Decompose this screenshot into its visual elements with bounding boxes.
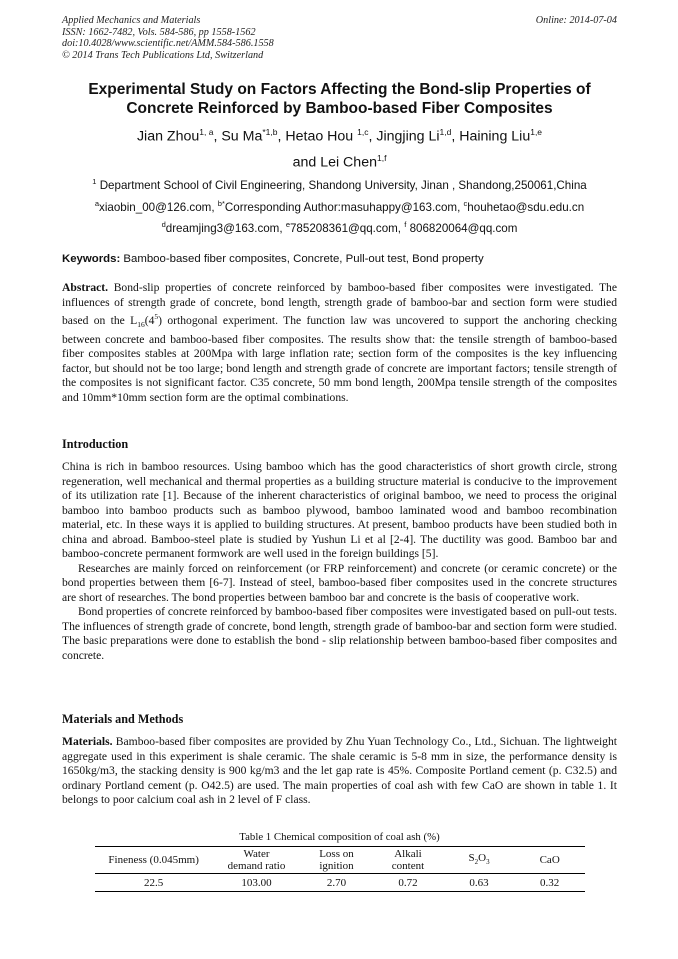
paragraph: Bond properties of concrete reinforced by bamboo-based fiber composites were investigated based on pull-out tests. The influences of strength grade of concrete, bond length, strength grade of bamboo-bar and section form were studied. The basic preparations were done to establish the bond - slip relationship between bamboo-based fiber composites and concrete. [62, 605, 617, 662]
paragraph: Researches are mainly forced on reinforcement (or FRP reinforcement) and concrete (or ceramic concrete) or the bond properties between them [6-7]. Instead of steel, bamboo-based fiber composites used in the concrete structures are short of researches. The bond properties between bamboo bar and concrete is the basis of cooperative work. [62, 561, 617, 604]
affiliation: $^1$ Department School of Civil Engineering, Shandong University, Jinan , Shandong,250061,China [92, 177, 587, 192]
online-date: Online: 2014-07-04 [535, 15, 617, 26]
table-cell: 103.00 [212, 874, 300, 892]
table-cell: 0.63 [444, 874, 515, 892]
table-cell: 22.5 [95, 874, 212, 892]
column-header: Alkali content [372, 847, 443, 874]
issn: ISSN: 1662-7482, Vols. 584-586, pp 1558-1562 [62, 26, 256, 38]
methods-body: Materials. Bamboo-based fiber composites are provided by Zhu Yuan Technology Co., Ltd., Sichuan. The lightweight aggregate used in this experiment is shale ceramic. The shale ceramic is 5-8 mm in size, the performance density is 1650kg/m3, the stacking density is 900 kg/m3 and the let gap rate is 45%. Composite Portland cement (p. C32.5) and ordinary Portland cement (p. O42.5) are used. The main properties of coal ash with few CaO are shown in table 1. It belongs to poor calcium coal ash in 2 level of F class. [62, 735, 618, 806]
author-list: Jian Zhou$^{1, a}$, Su Ma$^{*1,b}$, Hetao Hou $^{1,c}$, Jingjing Li$^{1,d}$, Haining Liu$^{1,e}$ [136, 127, 543, 145]
section-heading-introduction: Introduction [62, 437, 129, 451]
journal-header [62, 15, 617, 61]
author-name: Jingjing Li [376, 128, 440, 145]
author-affil-mark: 1, a [199, 127, 214, 137]
author-affil-mark: *1,b [262, 127, 278, 137]
abstract: Abstract. Bond-slip properties of concrete reinforced by bamboo-based fiber composites were investigated. The influences of strength grade of concrete, bond length, strength grade of bamboo-bar and section form were studied based on the $L_{16}(4^5)$ orthogonal experiment. The function law was uncovered to support the anchoring checking between concrete and bamboo-based fiber composites. The results show that: the tensile strength of bamboo-based fiber composites stables at 200Mpa with large inflation rate; section form of the composites is the key influencing factor, but should not be too large; bond length and strength grade of concrete are important factors; tensile strength of the composites is not significant factor. C35 concrete, 50 mm bond length, 200Mpa tensile strength of the composites and 10mm*10mm section form are the optimal combinations. [62, 281, 618, 404]
abstract-label: Abstract. [62, 281, 109, 294]
copyright: © 2014 Trans Tech Publications Ltd, Switzerland [62, 49, 264, 61]
section-heading-methods: Materials and Methods [62, 712, 184, 726]
email-a: xiaobin_00@126.com, [99, 200, 215, 214]
keywords [62, 252, 617, 266]
author-name: Hetao Hou [285, 128, 354, 145]
author-name: Haining Liu [459, 128, 531, 145]
emails-line-1: $^a$xiaobin_00@126.com, $^{b*}$Corresponding Author:masuhappy@163.com, $^c$houhetao@sdu.edu.cn [94, 199, 585, 214]
journal-name: Applied Mechanics and Materials [62, 15, 201, 26]
keywords-text: Bamboo-based fiber composites, Concrete, Pull-out test, Bond property [123, 253, 484, 265]
table-row [95, 874, 585, 892]
email-d: dreamjing3@163.com, [165, 221, 283, 235]
column-header: Water demand ratio [212, 847, 300, 874]
paragraph: China is rich in bamboo resources. Using bamboo which has the good characteristics of short growth circle, strong regeneration, well mechanical and thermal properties as a building structure material is conducive to the improvement of its utilization rate [1]. Because of the inherent characteristics of original bamboo, we need to process the original bamboo into bamboo products such as bamboo plywood, bamboo laminated wood and bamboo recombination material, etc. In these ways it is applied to building structures. At present, bamboo products have been studied both in china and abroad. Bamboo-steel plate is studied by Yushun Li et al [2-4]. The ductility was good. Bamboo bar and bamboo-concrete permanent formwork are well used in the foreign buildings [5]. [62, 460, 617, 560]
table-cell: 0.32 [514, 874, 585, 892]
author-affil-mark: 1,f [376, 153, 387, 163]
paper-title [62, 80, 617, 118]
email-e: 785208361@qq.com, [289, 221, 402, 235]
table-cell: 2.70 [301, 874, 373, 892]
introduction-body [62, 460, 617, 663]
materials-label: Materials. [62, 735, 113, 748]
author-and: and [292, 154, 317, 171]
table-cell: 0.72 [372, 874, 443, 892]
title-line-2: Concrete Reinforced by Bamboo-based Fiber Composites [126, 100, 553, 117]
author-affil-mark: 1,c [357, 127, 369, 137]
coal-ash-table [95, 846, 585, 892]
column-header: Fineness (0.045mm) [95, 847, 212, 874]
author-list-line-2 [62, 149, 617, 172]
keywords-label: Keywords: [62, 253, 121, 265]
column-header: CaO [514, 847, 585, 874]
column-header: Loss on ignition [301, 847, 373, 874]
author-name: Lei Chen [320, 154, 377, 171]
author-name: Jian Zhou [136, 128, 200, 145]
author-affil-mark: 1,d [439, 127, 452, 137]
column-header: $S_2O_3$ [444, 847, 515, 874]
author-name: Su Ma [221, 128, 263, 145]
email-b: Corresponding Author:masuhappy@163.com, [224, 200, 461, 214]
email-f: 806820064@qq.com [409, 221, 518, 235]
doi: doi:10.4028/www.scientific.net/AMM.584-586.1558 [62, 38, 274, 50]
email-c: houhetao@sdu.edu.cn [467, 200, 585, 214]
table-caption: Table 1 Chemical composition of coal ash (%) [239, 831, 440, 843]
title-line-1: Experimental Study on Factors Affecting the Bond-slip Properties of [88, 81, 591, 98]
table-header-row [95, 847, 585, 874]
emails-line-2: $^d$dreamjing3@163.com, $^e$785208361@qq.com, $^f$ 806820064@qq.com [161, 220, 518, 235]
author-affil-mark: 1,e [530, 127, 543, 137]
